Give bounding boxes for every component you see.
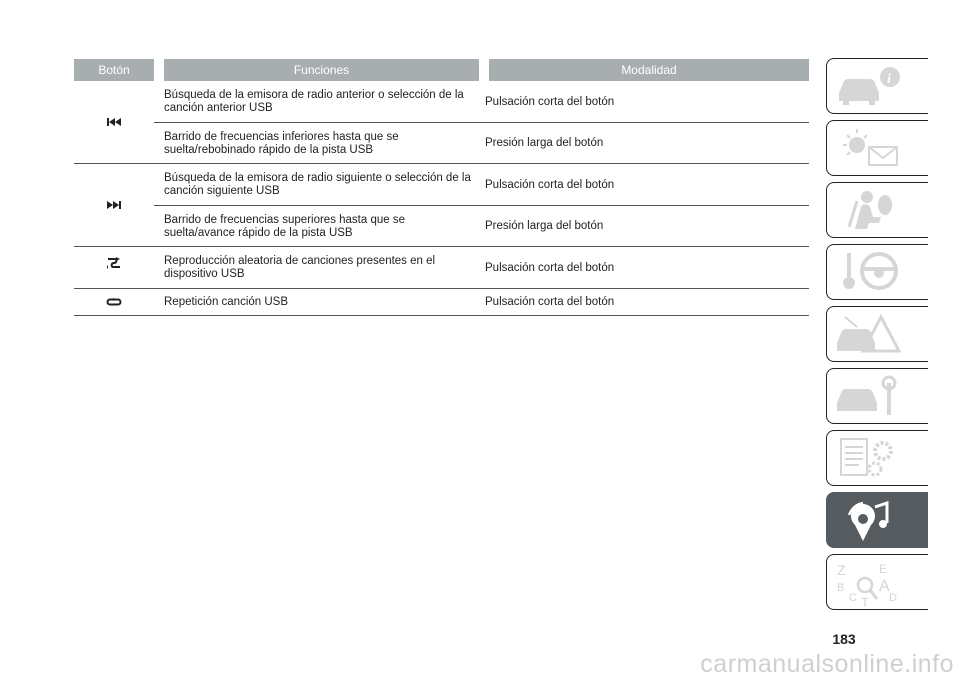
watermark: carmanualsonline.info [700,650,954,678]
sidebar-tab-safety[interactable] [826,182,928,238]
modalidad-text: Pulsación corta del botón [485,178,615,191]
table-group-repeat [74,289,809,316]
sidebar-tab-car-info[interactable] [826,58,928,114]
index-letter: E [879,562,888,576]
warning-lights-message-icon [835,125,905,171]
seat-airbag-icon [835,187,905,233]
table-row [154,81,809,123]
sidebar-tab-starting-driving[interactable] [826,244,928,300]
table-group-shuffle [74,247,809,289]
controls-table [74,59,809,316]
index-letter: Z [837,562,846,578]
car-breakdown-warning-icon [835,311,905,357]
table-header [74,59,809,81]
previous-track-icon [107,118,121,126]
car-maintenance-icon [835,373,905,419]
funcion-text: Barrido de frecuencias superiores hasta que se suelta/avance rápido de la pista USB [164,214,406,239]
table-row [154,123,809,163]
header-boton: Botón [74,59,154,81]
car-info-icon [835,63,905,109]
table-row [154,289,809,315]
modalidad-text: Pulsación corta del botón [485,261,615,274]
table-group-previous [74,81,809,164]
index-letter: T [861,595,869,609]
index-letter: D [889,592,897,604]
repeat-icon [106,298,122,306]
key-steering-wheel-icon [835,249,905,295]
funcion-text: Barrido de frecuencias inferiores hasta que se suelta/rebobinado rápido de la pista USB [164,131,399,156]
page-number: 183 [832,631,856,647]
funcion-text: Búsqueda de la emisora de radio anterior o selección de la canción anterior USB [164,89,464,114]
index-letter: C [849,592,857,604]
table-group-next [74,164,809,247]
index-letter: A [879,578,890,595]
modalidad-text: Pulsación corta del botón [485,95,615,108]
specifications-gears-icon [835,435,905,481]
table-row [154,247,809,288]
sidebar-tab-emergency[interactable] [826,306,928,362]
sidebar-tab-warning-lights[interactable] [826,120,928,176]
funcion-text: Búsqueda de la emisora de radio siguiente o selección de la canción siguiente USB [164,172,471,197]
sidebar-tab-maintenance[interactable] [826,368,928,424]
table-row [154,206,809,246]
next-track-icon [107,201,121,209]
svg-text:i: i [887,72,891,87]
table-row [154,164,809,206]
alphabetical-index-search-icon [835,559,905,609]
sidebar-tab-technical-data[interactable] [826,430,928,486]
funcion-text: Reproducción aleatoria de canciones presentes en el dispositivo USB [164,255,436,280]
modalidad-text: Presión larga del botón [485,220,604,232]
sidebar-tab-multimedia[interactable] [826,492,928,548]
shuffle-icon [107,257,121,269]
header-funciones: Funciones [164,59,479,81]
modalidad-text: Pulsación corta del botón [485,296,615,308]
header-modalidad: Modalidad [489,59,809,81]
funcion-text: Repetición canción USB [164,296,289,308]
multimedia-music-icon [835,497,905,543]
sidebar-tab-index[interactable] [826,554,928,610]
modalidad-text: Presión larga del botón [485,137,604,149]
index-letter: B [837,582,845,594]
